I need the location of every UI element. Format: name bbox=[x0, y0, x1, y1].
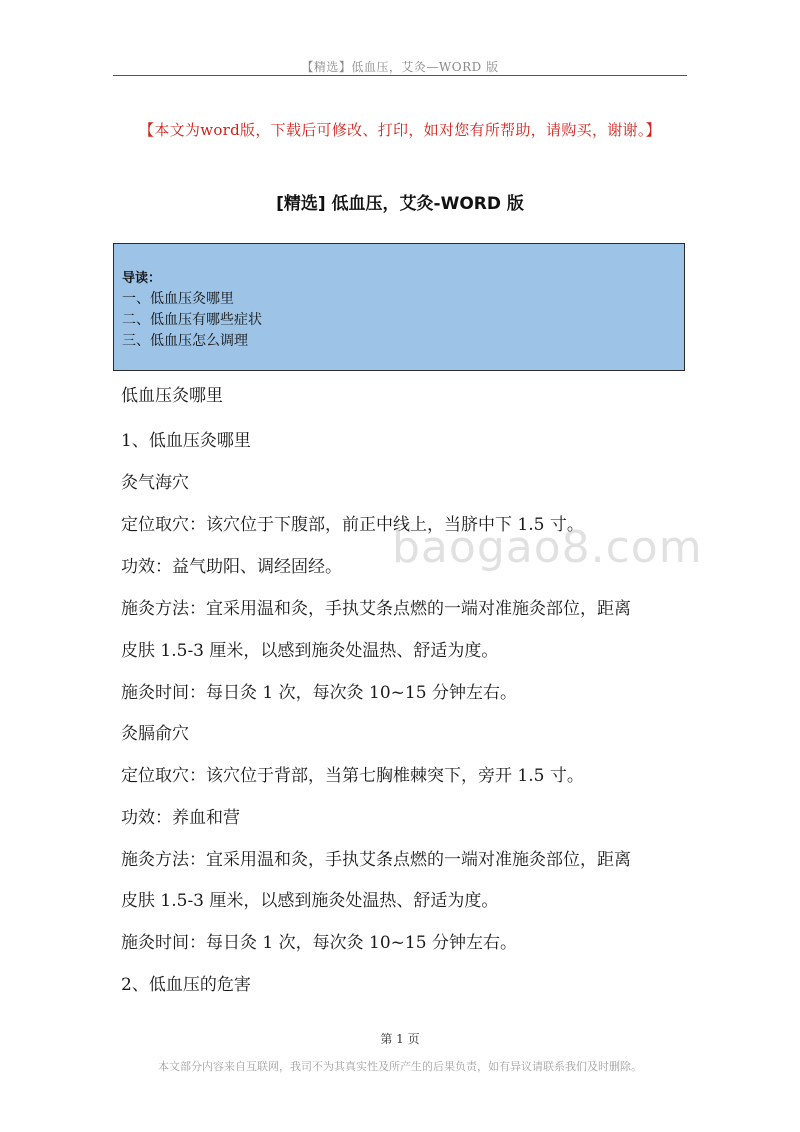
paragraph-line: 定位取穴：该穴位于背部，当第七胸椎棘突下，旁开 1.5 寸。 bbox=[121, 766, 584, 786]
paragraph-line: 施灸时间：每日灸 1 次，每次灸 10~15 分钟左右。 bbox=[121, 683, 517, 703]
acupoint-heading: 灸膈俞穴 bbox=[121, 724, 189, 744]
paragraph-line: 功效：益气助阳、调经固经。 bbox=[121, 557, 342, 577]
paragraph-line: 定位取穴：该穴位于下腹部，前正中线上，当脐中下 1.5 寸。 bbox=[121, 515, 584, 535]
guide-item: 一、低血压灸哪里 bbox=[122, 291, 234, 307]
guide-box bbox=[113, 243, 685, 371]
subsection-heading: 1、低血压灸哪里 bbox=[121, 431, 251, 451]
paragraph-line: 功效：养血和营 bbox=[121, 808, 240, 828]
paragraph-line: 施灸方法：宜采用温和灸，手执艾条点燃的一端对准施灸部位，距离 bbox=[121, 850, 631, 870]
acupoint-heading: 灸气海穴 bbox=[121, 473, 189, 493]
footer-disclaimer: 本文部分内容来自互联网，我司不为其真实性及所产生的后果负责，如有异议请联系我们及时删除。 bbox=[158, 1060, 642, 1073]
watermark: baogao8.com bbox=[392, 522, 703, 573]
page-number: 第 1 页 bbox=[380, 1032, 420, 1046]
running-header: 【精选】低血压，艾灸—WORD 版 bbox=[301, 60, 499, 74]
download-notice: 【本文为word版，下载后可修改、打印，如对您有所帮助，请购买，谢谢。】 bbox=[139, 121, 661, 139]
section-heading: 低血压灸哪里 bbox=[121, 386, 223, 406]
paragraph-line: 皮肤 1.5-3 厘米，以感到施灸处温热、舒适为度。 bbox=[121, 891, 499, 911]
paragraph-line: 皮肤 1.5-3 厘米，以感到施灸处温热、舒适为度。 bbox=[121, 641, 499, 661]
document-title: [精选] 低血压，艾灸-WORD 版 bbox=[276, 194, 524, 214]
paragraph-line: 施灸时间：每日灸 1 次，每次灸 10~15 分钟左右。 bbox=[121, 933, 517, 953]
header-divider bbox=[113, 75, 687, 76]
guide-item: 二、低血压有哪些症状 bbox=[122, 312, 262, 328]
guide-item: 三、低血压怎么调理 bbox=[122, 333, 248, 349]
guide-heading: 导读： bbox=[122, 271, 162, 286]
subsection-heading: 2、低血压的危害 bbox=[121, 975, 251, 995]
paragraph-line: 施灸方法：宜采用温和灸，手执艾条点燃的一端对准施灸部位，距离 bbox=[121, 599, 631, 619]
